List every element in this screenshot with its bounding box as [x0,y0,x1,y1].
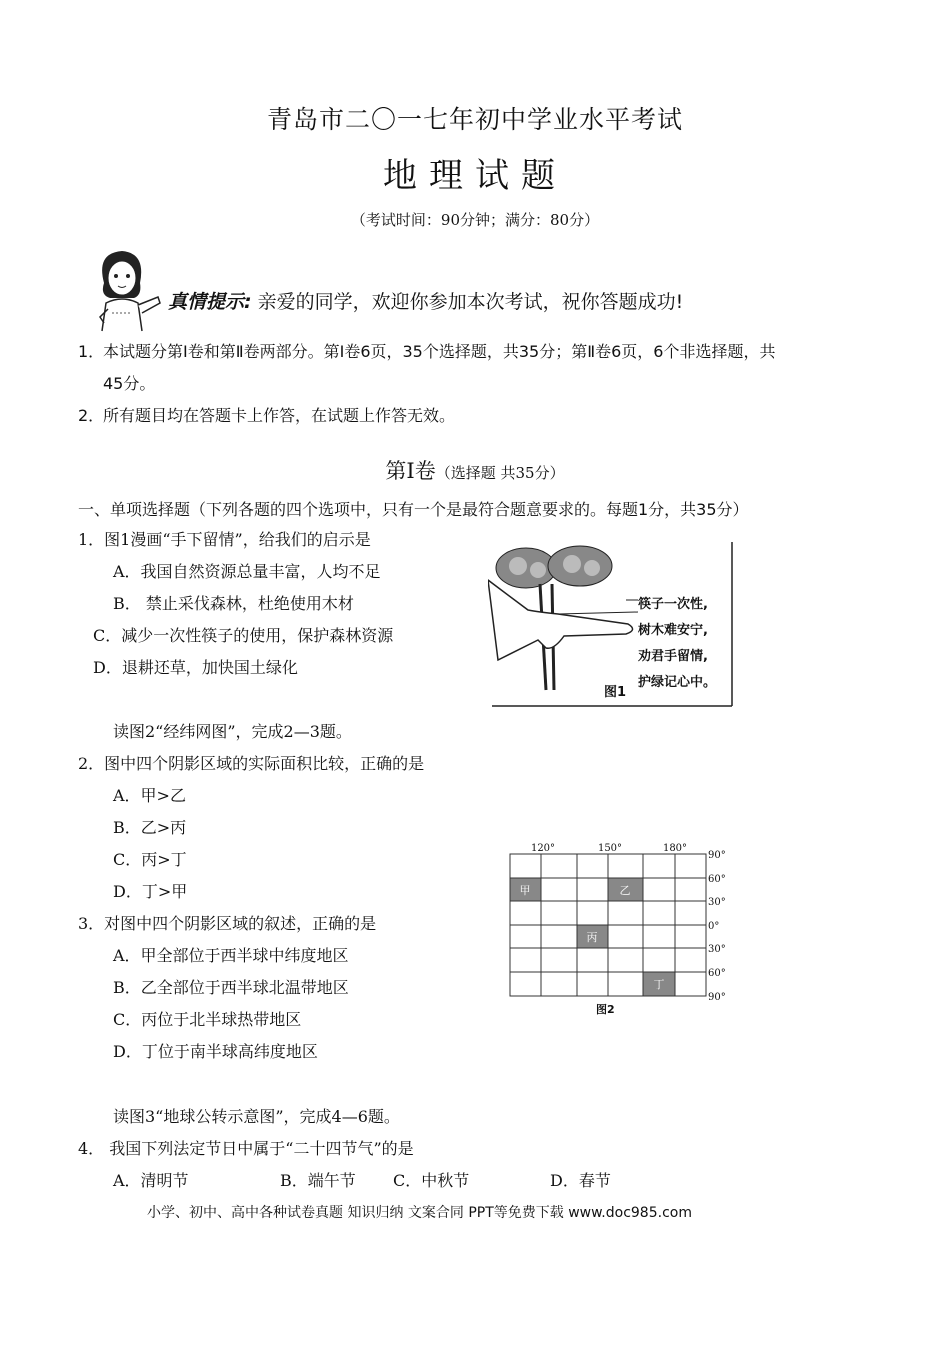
poem-line-4: 护绿记心中。 [638,675,717,690]
q2-option-a: A．甲>乙 [113,786,186,805]
tip-label: 真情提示: [168,291,252,313]
q4-option-b: B．端午节 [280,1171,356,1190]
lon-label-150: 150° [597,843,623,854]
region-label-ding: 丁 [653,978,665,991]
subject-title: 地理试题 [383,156,567,196]
q4-option-d: D．春节 [550,1171,611,1190]
q2-option-b: B．乙>丙 [113,818,187,837]
figure-1-cartoon [488,540,736,710]
figure-2-caption: 图2 [596,1003,615,1016]
q2-option-c: C．丙>丁 [113,850,187,869]
footer-ad: 小学、初中、高中各种试卷真题 知识归纳 文案合同 PPT等免费下载 www.doc985.com [147,1205,692,1221]
note-2-text: 所有题目均在答题卡上作答，在试题上作答无效。 [103,406,456,425]
tip-text: 亲爱的同学，欢迎你参加本次考试，祝你答题成功! [257,291,684,313]
q2-stem: 2．图中四个阴影区域的实际面积比较，正确的是 [78,754,425,773]
q1-stem: 1．图1漫画“手下留情”，给我们的启示是 [78,530,371,549]
part-title: 一、单项选择题（下列各题的四个选项中，只有一个是最符合题意要求的。每题1分，共35分） [78,500,749,519]
q4-option-c: C．中秋节 [393,1171,470,1190]
q3-stem: 3．对图中四个阴影区域的叙述，正确的是 [78,914,377,933]
q3-option-a: A．甲全部位于西半球中纬度地区 [113,946,349,965]
lat-label-30s: 30° [708,944,726,955]
lat-label-60n: 60° [708,874,726,885]
figure-1-caption: 图1 [604,685,627,700]
q1-option-b: B． 禁止采伐森林，杜绝使用木材 [113,594,354,613]
lat-label-90s: 90° [708,992,726,1003]
region-label-yi: 乙 [619,884,631,897]
read-instruction-2: 读图2“经纬网图”，完成2—3题。 [113,722,352,741]
exam-title: 青岛市二〇一七年初中学业水平考试 [266,105,683,134]
note-2-num: 2． [78,406,105,425]
read-instruction-3: 读图3“地球公转示意图”，完成4—6题。 [113,1107,400,1126]
note-1-text: 本试题分第Ⅰ卷和第Ⅱ卷两部分。第Ⅰ卷6页，35个选择题，共35分；第Ⅱ卷6页，6个非选择题，共 [103,342,776,361]
q1-option-c: C．减少一次性筷子的使用，保护森林资源 [93,626,394,645]
q3-option-d: D．丁位于南半球高纬度地区 [113,1042,318,1061]
q3-option-c: C．丙位于北半球热带地区 [113,1010,302,1029]
note-1-num: 1． [78,342,105,361]
poem-line-1: 筷子一次性, [638,597,708,612]
poem-line-3: 劝君手留情, [638,649,708,664]
poem-line-2: 树木难安宁, [638,623,708,638]
lat-label-90n: 90° [708,850,726,861]
q4-option-a: A．清明节 [113,1171,189,1190]
tip-line [168,287,683,314]
section-heading [0,455,950,485]
figure-2-graticule [500,838,760,1020]
section-subtitle: （选择题 共35分） [435,464,565,482]
lat-label-60s: 60° [708,968,726,979]
section-title: 第Ⅰ卷 [385,459,436,483]
note-1-text-cont: 45分。 [103,374,156,393]
exam-info: （考试时间：90分钟；满分：80分） [350,211,600,229]
lat-label-30n: 30° [708,897,726,908]
q1-option-d: D．退耕还草，加快国土绿化 [93,658,298,677]
region-label-bing: 丙 [586,931,598,944]
q4-stem: 4． 我国下列法定节日中属于“二十四节气”的是 [78,1139,414,1158]
lon-label-180: 180° [662,843,688,854]
q3-option-b: B．乙全部位于西半球北温带地区 [113,978,349,997]
lon-label-120: 120° [530,843,556,854]
q2-option-d: D．丁>甲 [113,882,188,901]
q1-option-a: A．我国自然资源总量丰富，人均不足 [113,562,381,581]
girl-cartoon-icon [82,243,162,333]
lat-label-0: 0° [708,921,720,932]
region-label-jia: 甲 [519,884,531,897]
